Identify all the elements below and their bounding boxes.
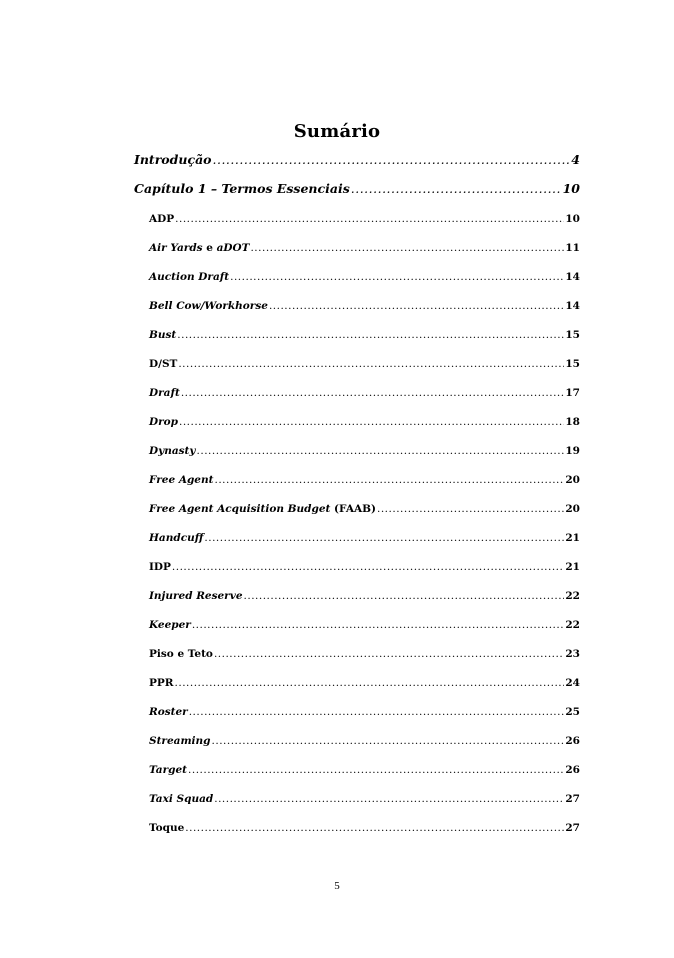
dot-leader [269,298,564,314]
toc-entry[interactable] [149,820,580,836]
toc-entry-page: 15 [565,329,580,341]
toc-entry-label-part: Keeper [149,619,191,631]
toc-entry-label-part: Toque [149,822,185,834]
toc-entry-label-part: Free Agent Acquisition Budget [149,503,331,515]
toc-entry-label [149,530,203,546]
toc-entry-label [149,733,211,749]
toc-entry-label-part: (FAAB) [330,503,376,515]
toc-entry[interactable] [149,559,580,575]
toc-entry[interactable] [149,385,580,401]
toc-entry-label-part: Roster [149,706,188,718]
toc-entry-label [149,414,178,430]
toc-entry-label-part: Handcuff [149,532,204,544]
toc-entry-label-part: e [202,242,217,254]
dot-leader [181,385,565,401]
toc-entry-introducao[interactable] [134,152,580,168]
toc-entry-label [149,327,176,343]
toc-entry-label-part: Dynasty [149,445,196,457]
toc-entry-page: 10 [565,213,580,225]
toc-entry-label-part: ADP [149,213,175,225]
toc-entry[interactable] [149,472,580,488]
toc-entry-page: 18 [565,416,580,428]
toc-entry-label-part: Draft [149,387,180,399]
toc-entry[interactable] [149,240,580,256]
dot-leader [230,269,564,285]
dot-leader [377,501,564,517]
toc-entry[interactable] [149,501,580,517]
toc-entry-label [149,646,213,662]
toc-entry[interactable] [149,588,580,604]
toc-entry-page: 20 [565,474,580,486]
dot-leader [192,617,565,633]
toc-entry-capitulo-1[interactable] [134,181,580,197]
toc-entry-label-part: Bust [149,329,177,341]
dot-leader [204,530,564,546]
toc-entry-page: 15 [565,358,580,370]
toc-entry[interactable] [149,443,580,459]
toc-entry[interactable] [149,733,580,749]
toc-entry[interactable] [149,269,580,285]
dot-leader [213,152,571,168]
toc-entry-label-part: Streaming [149,735,211,747]
toc-entry-label [149,269,229,285]
toc-entry-page: 14 [565,300,580,312]
toc-entry-label-part: Drop [149,416,178,428]
toc-entry-page: 27 [565,793,580,805]
toc-entry-label-part: Auction Draft [149,271,230,283]
toc-entry-label-part: Taxi Squad [149,793,214,805]
toc-entry-label: Introdução [134,152,212,167]
toc-entry[interactable] [149,762,580,778]
dot-leader [214,646,564,662]
toc-entry-label-part: aDOT [216,242,250,254]
toc-entry[interactable] [149,414,580,430]
toc-entry-label-part: Injured Reserve [149,590,243,602]
dot-leader [188,762,564,778]
toc-entry-page: 14 [565,271,580,283]
dot-leader [214,472,564,488]
toc-entry-page: 25 [565,706,580,718]
toc-entry-label-part: IDP [149,561,171,573]
toc-entry-label [149,385,180,401]
toc-entry[interactable] [149,675,580,691]
dot-leader [175,675,565,691]
toc-entry[interactable] [149,617,580,633]
toc-entry-label-part: Bell Cow/Workhorse [149,300,268,312]
toc-entry[interactable] [149,327,580,343]
toc-entry-page: 23 [565,648,580,660]
toc-entry-page: 4 [571,152,580,167]
toc-entry[interactable] [149,704,580,720]
dot-leader [179,414,564,430]
toc-entry-label [149,240,249,256]
dot-leader [197,443,565,459]
toc-entry-label [149,559,171,575]
toc-title: Sumário [293,121,381,142]
toc-entry-label-part: PPR [149,677,174,689]
toc-entry-label-part: D/ST [149,358,178,370]
page-number: 5 [334,880,340,892]
toc-entry-page: 21 [565,532,580,544]
toc-entry[interactable] [149,530,580,546]
dot-leader [250,240,564,256]
toc-entry-label [149,501,376,517]
toc-entry-label [149,588,243,604]
toc-entry-label [149,675,174,691]
toc-entry-label: Capítulo 1 – Termos Essenciais [134,181,350,196]
dot-leader [178,356,564,372]
toc-entry-label-part: Free Agent [149,474,214,486]
toc-entry-page: 19 [565,445,580,457]
toc-entry-label [149,791,213,807]
toc-entry-page: 10 [562,181,580,196]
toc-entry-label [149,820,184,836]
toc-entry-label [149,298,268,314]
toc-entry-label [149,617,191,633]
toc-entry-label-part: Target [149,764,188,776]
toc-entry[interactable] [149,791,580,807]
dot-leader [212,733,565,749]
toc-entry-label [149,356,177,372]
dot-leader [175,211,564,227]
toc-entry-page: 24 [565,677,580,689]
toc-entry-label-part: Piso e Teto [149,648,213,660]
toc-entry-page: 17 [565,387,580,399]
toc-entry-label [149,443,196,459]
dot-leader [351,181,562,197]
dot-leader [185,820,564,836]
toc-entry-label [149,211,174,227]
toc-entry-page: 22 [565,619,580,631]
dot-leader [189,704,565,720]
toc-entry-page: 22 [565,590,580,602]
toc-entry-page: 27 [565,822,580,834]
dot-leader [177,327,564,343]
toc-entry-page: 21 [565,561,580,573]
toc-entry-page: 20 [565,503,580,515]
toc-entry-label [149,762,187,778]
toc-entry[interactable] [149,211,580,227]
toc-entry-label [149,472,213,488]
toc-entry[interactable] [149,646,580,662]
dot-leader [214,791,564,807]
toc-entry[interactable] [149,356,580,372]
toc-entry-page: 11 [565,242,580,254]
dot-leader [244,588,565,604]
toc-entry-page: 26 [565,735,580,747]
dot-leader [172,559,564,575]
toc-entry-label-part: Air Yards [149,242,203,254]
toc-entry-label [149,704,188,720]
toc-entry[interactable] [149,298,580,314]
toc-entry-page: 26 [565,764,580,776]
